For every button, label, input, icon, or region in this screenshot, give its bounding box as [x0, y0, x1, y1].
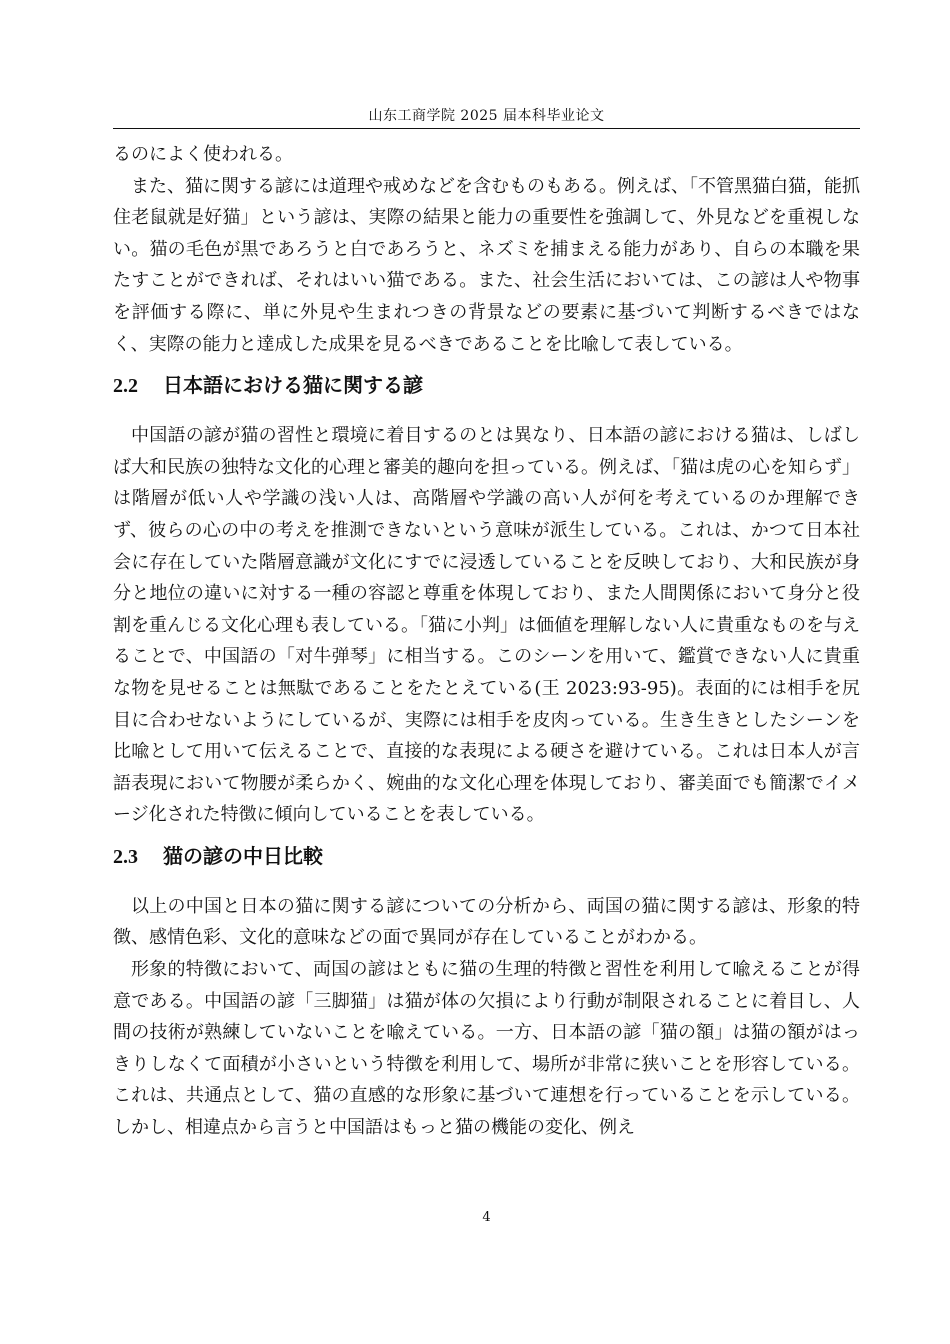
paragraph-image-features: 形象的特徴において、両国の諺はともに猫の生理的特徴と習性を利用して喩えることが得意である。中国語の諺「三脚猫」は猫が体の欠損により行動が制限されることに着目し、人間の技術が熟練していないことを喩えている。一方、日本語の諺「猫の額」は猫の額がはっきりしなくて面積が小さいという特徴を利用して、場所が非常に狭いことを形容している。これは、共通点として、猫の直感的な形象に基づいて連想を行っていることを示している。しかし、相違点から言うと中国語はもっと猫の機能の変化、例え: [113, 959, 860, 1139]
section-heading-2-3: [113, 839, 860, 873]
paragraph-comparison-intro: 以上の中国と日本の猫に関する諺についての分析から、両国の猫に関する諺は、形象的特徴、感情色彩、文化的意味などの面で異同が存在していることがわかる。: [113, 895, 860, 949]
page-number: 4: [482, 1210, 491, 1225]
paragraph-continuation: るのによく使われる。: [113, 144, 293, 165]
section-number: 2.3: [113, 845, 138, 868]
header-rule: [113, 128, 860, 129]
body-text: [113, 139, 860, 1144]
paragraph-chinese-proverb-example: また、猫に関する諺には道理や戒めなどを含むものもある。例えば、「不管黑猫白猫，能抓住老鼠就是好猫」という諺は、実際の結果と能力の重要性を強調して、外見などを重視しない。猫の毛色が黒であろうと白であろうと、ネズミを捕まえる能力があり、自らの本職を果たすことができれば、それはいい猫である。また、社会生活においては、この諺は人や物事を評価する際に、単に外見や生まれつきの背景などの要素に基づいて判断するべきではなく、実際の能力と達成した成果を見るべきであることを比喩して表している。: [113, 175, 860, 355]
section-title: 日本語における猫に関する諺: [163, 373, 423, 398]
paragraph-japanese-proverbs: 中国語の諺が猫の習性と環境に着目するのとは異なり、日本語の諺における猫は、しばしば大和民族の独特な文化的心理と審美的趣向を担っている。例えば、「猫は虎の心を知らず」は階層が低い人や学識の浅い人は、高階層や学識の高い人が何を考えているのか理解できず、彼らの心の中の考えを推測できないという意味が派生している。これは、かつて日本社会に存在していた階層意識が文化にすでに浸透していることを反映しており、大和民族が身分と地位の違いに対する一種の容認と尊重を体現しており、また人間関係において身分と役割を重んじる文化心理も表している。「猫に小判」は価値を理解しない人に貴重なものを与えることで、中国語の「对牛弹琴」に相当する。このシーンを用いて、鑑賞できない人に貴重な物を見せることは無駄であることをたとえている(王 2023:93-95)。表面的には相手を尻目に合わせないようにしているが、実際には相手を皮肉っている。生き生きとしたシーンを比喩として用いて伝えることで、直接的な表現による硬さを避けている。これは日本人が言語表現において物腰が柔らかく、婉曲的な文化心理を体現しており、審美面でも簡潔でイメージ化された特徴に傾向していることを表している。: [113, 425, 860, 826]
section-number: 2.2: [113, 375, 138, 398]
section-title: 猫の諺の中日比較: [163, 843, 323, 868]
section-heading-2-2: [113, 368, 860, 402]
running-header: 山东工商学院 2025 届本科毕业论文: [368, 108, 605, 124]
